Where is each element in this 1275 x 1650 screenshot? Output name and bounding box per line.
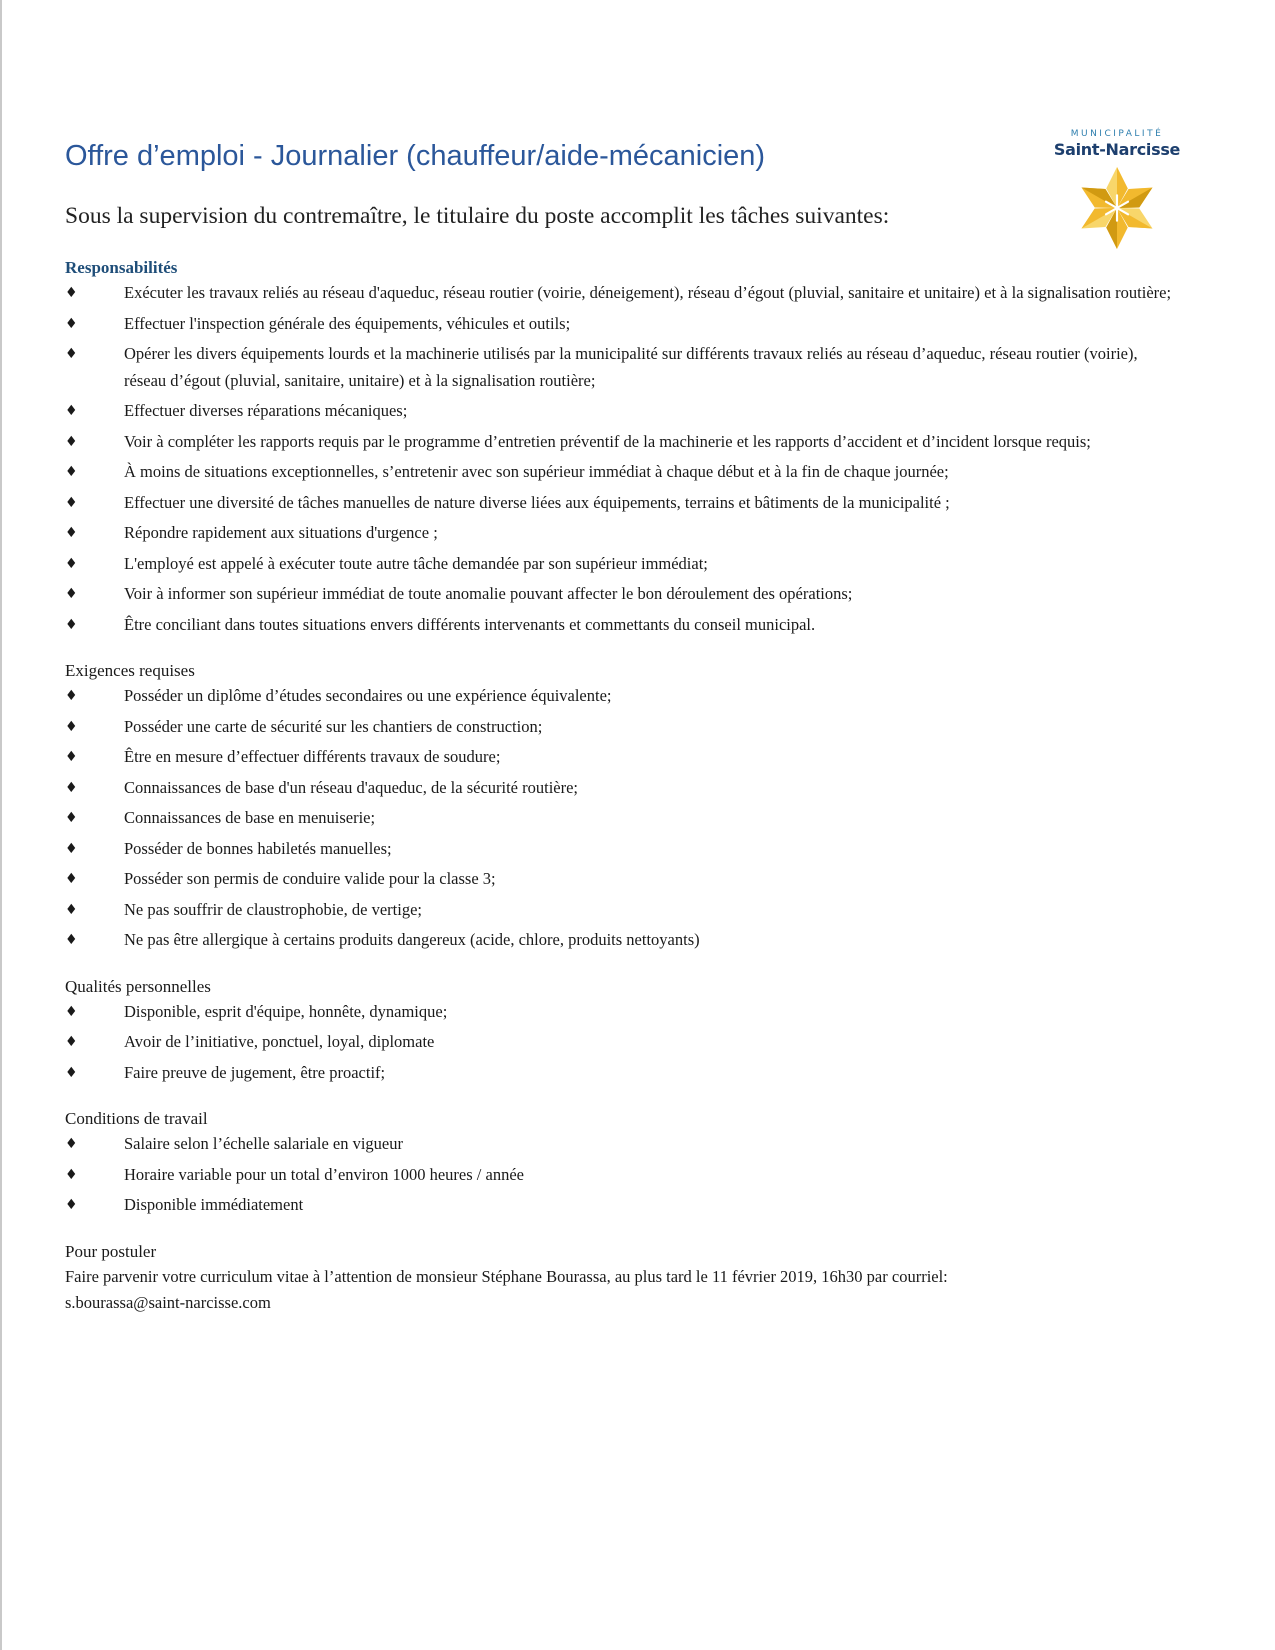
responsabilites-list bbox=[65, 280, 1180, 638]
list-item-text: Être en mesure d’effectuer différents travaux de soudure; bbox=[124, 747, 501, 766]
diamond-bullet-icon: ♦ bbox=[65, 779, 78, 796]
diamond-bullet-icon: ♦ bbox=[65, 871, 78, 887]
municipality-logo bbox=[1052, 128, 1182, 268]
section-spacer bbox=[65, 958, 1180, 975]
list-item bbox=[65, 520, 1180, 547]
list-item-text: Ne pas être allergique à certains produits dangereux (acide, chlore, produits nettoyants) bbox=[124, 930, 700, 949]
section-spacer bbox=[65, 1223, 1180, 1240]
list-item-text: Être conciliant dans toutes situations envers différents intervenants et commettants du conseil municipal. bbox=[124, 614, 816, 634]
list-item bbox=[65, 836, 1180, 863]
list-item-text: Disponible immédiatement bbox=[124, 1195, 304, 1214]
list-item bbox=[65, 1162, 1180, 1189]
list-item-text: Effectuer diverses réparations mécaniques; bbox=[124, 401, 408, 420]
section-heading-postuler: Pour postuler bbox=[65, 1241, 157, 1261]
list-item bbox=[65, 775, 1180, 802]
qualites-list bbox=[65, 999, 1180, 1087]
exigences-list bbox=[65, 683, 1180, 954]
list-item-text: À moins de situations exceptionnelles, s’entretenir avec son supérieur immédiat à chaque début et à la fin de chaque journée; bbox=[124, 462, 949, 481]
list-item-text: Posséder une carte de sécurité sur les chantiers de construction; bbox=[124, 716, 543, 736]
list-item bbox=[65, 714, 1180, 741]
list-item bbox=[65, 429, 1180, 456]
list-item-text: Ne pas souffrir de claustrophobie, de vertige; bbox=[124, 899, 422, 919]
section-heading-exigences: Exigences requises bbox=[65, 661, 195, 680]
page-title: Offre d’emploi - Journalier (chauffeur/aide-mécanicien) bbox=[65, 140, 766, 172]
list-item bbox=[65, 999, 1180, 1026]
list-item bbox=[65, 744, 1180, 771]
list-item bbox=[65, 897, 1180, 924]
list-item-text: Effectuer l'inspection générale des équipements, véhicules et outils; bbox=[124, 313, 571, 333]
list-item-text: Connaissances de base en menuiserie; bbox=[124, 808, 376, 827]
logo-town-name: Saint-Narcisse bbox=[1053, 140, 1181, 159]
diamond-bullet-icon: ♦ bbox=[65, 525, 78, 541]
list-item bbox=[65, 581, 1180, 608]
list-item-text: Opérer les divers équipements lourds et la machinerie utilisés par la municipalité sur différents travaux reliés au réseau d’aqueduc, réseau routier (voirie), réseau d’égout (pluvial, sanitaire, unitaire) et à la signalisation routière; bbox=[124, 344, 1138, 390]
page-subtitle: Sous la supervision du contremaître, le titulaire du poste accomplit les tâches suivantes: bbox=[65, 203, 890, 229]
diamond-bullet-icon: ♦ bbox=[65, 315, 78, 332]
diamond-bullet-icon: ♦ bbox=[65, 1034, 78, 1050]
list-item-text: Posséder de bonnes habiletés manuelles; bbox=[124, 838, 392, 858]
diamond-bullet-icon: ♦ bbox=[65, 464, 78, 480]
list-item-text: Répondre rapidement aux situations d'urgence ; bbox=[124, 523, 438, 542]
diamond-bullet-icon: ♦ bbox=[65, 901, 78, 918]
section-heading-qualites: Qualités personnelles bbox=[65, 976, 211, 996]
diamond-bullet-icon: ♦ bbox=[65, 1166, 78, 1183]
apply-email-link[interactable]: s.bourassa@saint-narcisse.com bbox=[65, 1292, 271, 1312]
diamond-bullet-icon: ♦ bbox=[65, 1136, 78, 1152]
page-left-border bbox=[0, 0, 2, 1650]
diamond-bullet-icon: ♦ bbox=[65, 555, 78, 572]
list-item bbox=[65, 551, 1180, 578]
list-item-text: Effectuer une diversité de tâches manuelles de nature diverse liées aux équipements, terrains et bâtiments de la municipalité ; bbox=[124, 492, 950, 512]
list-item-text: Horaire variable pour un total d’environ 1000 heures / année bbox=[124, 1164, 524, 1184]
list-item-text: Voir à informer son supérieur immédiat de toute anomalie pouvant affecter le bon déroulement des opérations; bbox=[124, 584, 853, 603]
list-item-text: Posséder son permis de conduire valide pour la classe 3; bbox=[124, 869, 496, 888]
list-item-text: Voir à compléter les rapports requis par le programme d’entretien préventif de la machinerie et les rapports d’accident et d’incident lorsque requis; bbox=[124, 431, 1091, 451]
list-item-text: Avoir de l’initiative, ponctuel, loyal, diplomate bbox=[124, 1032, 435, 1051]
diamond-bullet-icon: ♦ bbox=[65, 1197, 78, 1213]
section-heading-conditions: Conditions de travail bbox=[65, 1109, 208, 1128]
list-item bbox=[65, 341, 1180, 394]
list-item bbox=[65, 1060, 1180, 1087]
list-item bbox=[65, 866, 1180, 893]
diamond-bullet-icon: ♦ bbox=[65, 749, 78, 765]
list-item-text: Faire preuve de jugement, être proactif; bbox=[124, 1062, 386, 1082]
apply-instructions: Faire parvenir votre curriculum vitae à l’attention de monsieur Stéphane Bourassa, au plus tard le 11 février 2019, 16h30 par courriel: bbox=[65, 1266, 948, 1286]
list-item bbox=[65, 612, 1180, 639]
diamond-bullet-icon: ♦ bbox=[65, 718, 78, 735]
list-item bbox=[65, 927, 1180, 954]
list-item bbox=[65, 1192, 1180, 1219]
diamond-bullet-icon: ♦ bbox=[65, 932, 78, 948]
list-item bbox=[65, 398, 1180, 425]
diamond-bullet-icon: ♦ bbox=[65, 346, 78, 362]
star-logo-icon bbox=[1076, 165, 1158, 251]
list-item bbox=[65, 280, 1180, 307]
list-item bbox=[65, 459, 1180, 486]
list-item-text: Disponible, esprit d'équipe, honnête, dynamique; bbox=[124, 1001, 448, 1021]
list-item-text: Exécuter les travaux reliés au réseau d'aqueduc, réseau routier (voirie, déneigement), réseau d’égout (pluvial, sanitaire et unitaire) et à la signalisation routière; bbox=[124, 283, 1172, 302]
list-item bbox=[65, 1029, 1180, 1056]
list-item-text: L'employé est appelé à exécuter toute autre tâche demandée par son supérieur immédiat; bbox=[124, 553, 708, 573]
diamond-bullet-icon: ♦ bbox=[65, 810, 78, 826]
list-item bbox=[65, 311, 1180, 338]
diamond-bullet-icon: ♦ bbox=[65, 494, 78, 511]
list-item-text: Salaire selon l’échelle salariale en vigueur bbox=[124, 1134, 403, 1153]
diamond-bullet-icon: ♦ bbox=[65, 616, 78, 633]
list-item bbox=[65, 490, 1180, 517]
diamond-bullet-icon: ♦ bbox=[65, 1064, 78, 1081]
diamond-bullet-icon: ♦ bbox=[65, 285, 78, 301]
list-item bbox=[65, 1131, 1180, 1158]
diamond-bullet-icon: ♦ bbox=[65, 688, 78, 704]
list-item-text: Connaissances de base d'un réseau d'aqueduc, de la sécurité routière; bbox=[124, 777, 579, 797]
diamond-bullet-icon: ♦ bbox=[65, 840, 78, 857]
list-item-text: Posséder un diplôme d’études secondaires ou une expérience équivalente; bbox=[124, 686, 612, 705]
diamond-bullet-icon: ♦ bbox=[65, 433, 78, 450]
list-item bbox=[65, 805, 1180, 832]
diamond-bullet-icon: ♦ bbox=[65, 586, 78, 602]
diamond-bullet-icon: ♦ bbox=[65, 403, 78, 419]
section-spacer bbox=[65, 642, 1180, 659]
logo-municipality-label: MUNICIPALITÉ bbox=[1070, 129, 1164, 139]
conditions-list bbox=[65, 1131, 1180, 1219]
section-spacer bbox=[65, 1090, 1180, 1107]
list-item bbox=[65, 683, 1180, 710]
section-heading-responsabilites: Responsabilités bbox=[65, 258, 178, 277]
job-offer-content bbox=[65, 256, 1180, 1316]
diamond-bullet-icon: ♦ bbox=[65, 1003, 78, 1020]
